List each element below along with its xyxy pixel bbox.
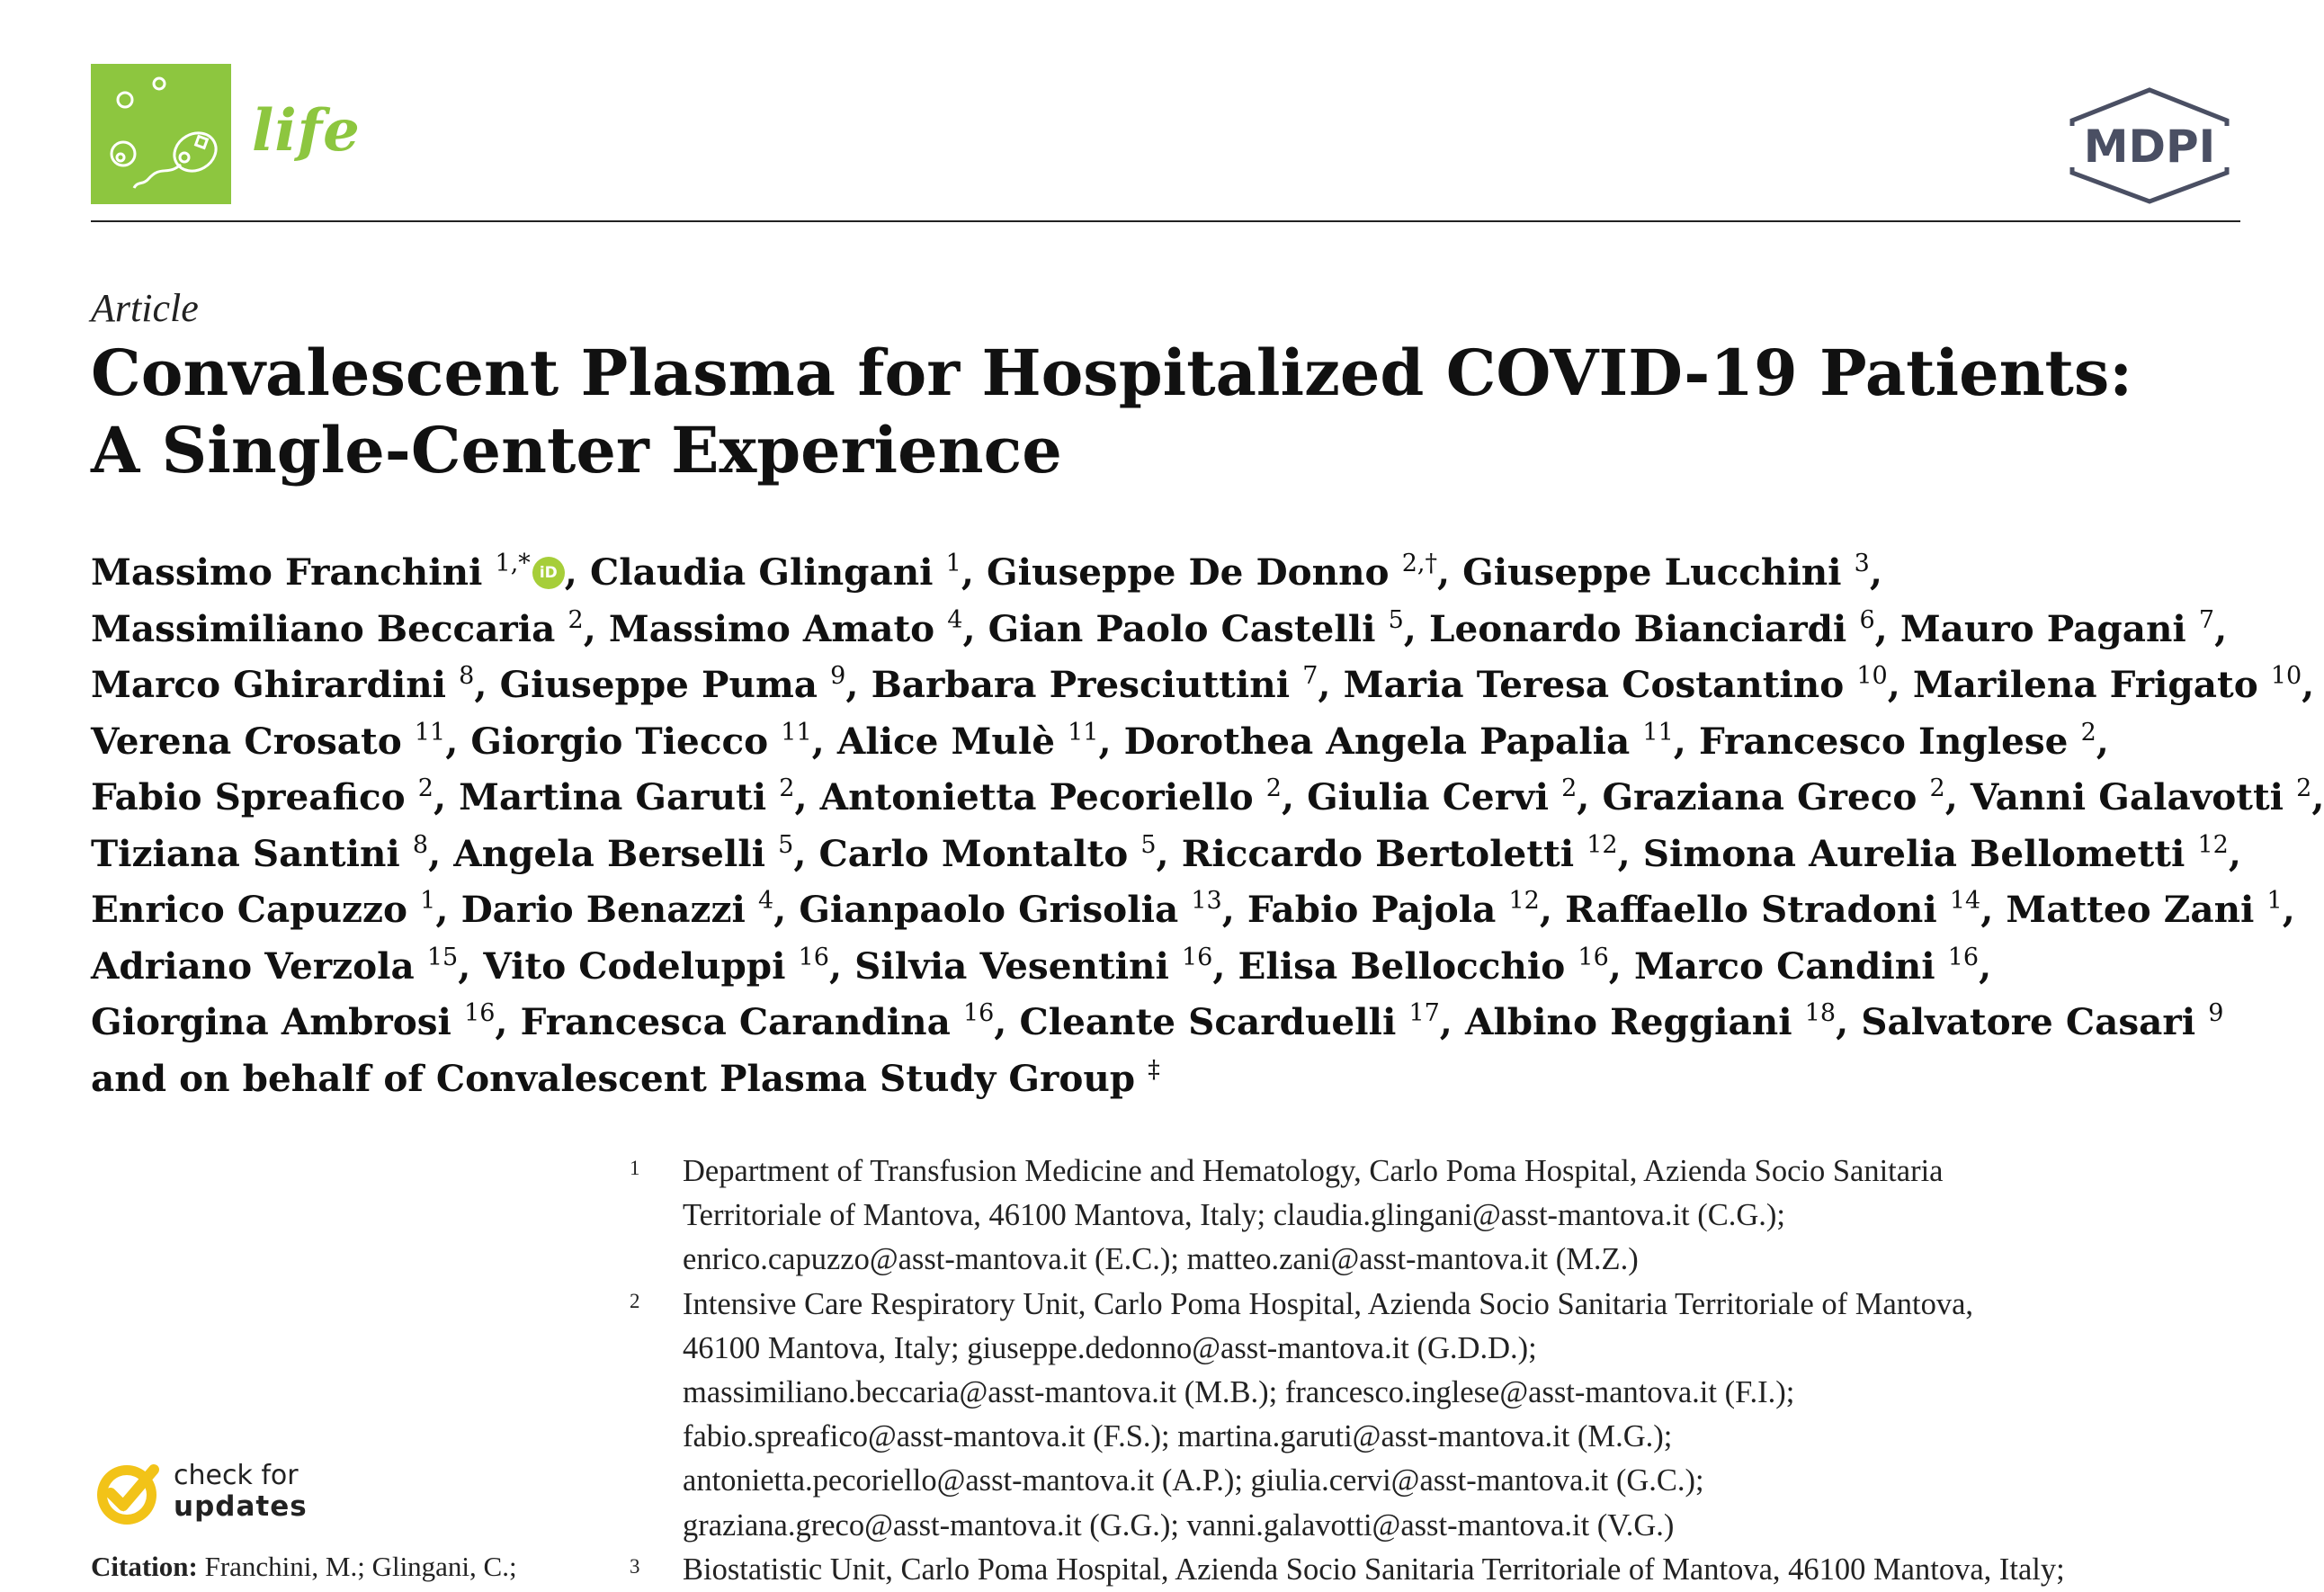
- affiliation-marker[interactable]: 1: [2266, 887, 2283, 915]
- author-name[interactable]: Marilena Frigato: [1912, 663, 2258, 706]
- affiliation-text-line: Biostatistic Unit, Carlo Poma Hospital, Azienda Socio Sanitaria Territoriale of Mantova, 46100 Mantova, Italy;: [683, 1552, 2065, 1587]
- affiliation-marker[interactable]: 11: [414, 718, 446, 747]
- affiliation-list: [630, 1149, 2284, 1592]
- affiliation-marker[interactable]: 12: [2197, 830, 2229, 859]
- author-line: [91, 884, 2295, 941]
- author-name[interactable]: Simona Aurelia Bellometti: [1642, 831, 2185, 875]
- author-separator: ,: [445, 719, 471, 763]
- author-separator: ,: [1098, 719, 1124, 763]
- author-separator: ,: [994, 1000, 1020, 1043]
- author-name[interactable]: Verena Crosato: [91, 719, 402, 763]
- affiliation-marker[interactable]: 17: [1408, 999, 1440, 1027]
- title-line-2: A Single-Center Experience: [91, 413, 1062, 487]
- article-type: Article: [91, 286, 199, 330]
- author-line: [91, 997, 2249, 1053]
- author-name[interactable]: Silvia Vesentini: [854, 944, 1169, 988]
- affiliation-marker[interactable]: 15: [426, 943, 459, 971]
- affiliation-text-line: Intensive Care Respiratory Unit, Carlo Poma Hospital, Azienda Socio Sanitaria Territoriale of Mantova,: [683, 1286, 1974, 1321]
- author-separator: ,: [2228, 831, 2241, 875]
- author-separator: ,: [564, 550, 590, 594]
- author-name[interactable]: Vito Codeluppi: [483, 944, 786, 988]
- author-separator: ,: [1874, 606, 1900, 650]
- author-separator: ,: [1944, 775, 1971, 818]
- author-name[interactable]: Riccardo Bertoletti: [1181, 831, 1575, 875]
- affiliation-marker[interactable]: 9: [2208, 999, 2224, 1027]
- affiliation-marker[interactable]: 11: [1642, 718, 1674, 747]
- affiliation-marker[interactable]: 18: [1804, 999, 1837, 1027]
- author-name[interactable]: Leonardo Bianciardi: [1428, 606, 1847, 650]
- affiliation-marker[interactable]: 12: [1508, 887, 1540, 915]
- header-divider: [91, 220, 2240, 222]
- author-name[interactable]: Cleante Scarduelli: [1019, 1000, 1397, 1043]
- affiliation-marker[interactable]: 3: [1854, 550, 1870, 577]
- author-line: [91, 828, 2249, 885]
- author-separator: ,: [458, 944, 484, 988]
- author-separator: ,: [773, 888, 800, 931]
- affiliation-text-line: enrico.capuzzo@asst-mantova.it (E.C.); matteo.zani@asst-mantova.it (M.Z.): [683, 1242, 1639, 1277]
- author-name[interactable]: Giulia Cervi: [1307, 775, 1549, 818]
- author-separator: ,: [1673, 719, 1699, 763]
- author-separator: ,: [1979, 944, 1992, 988]
- author-name[interactable]: Elisa Bellocchio: [1238, 944, 1566, 988]
- affiliation-text-line: fabio.spreafico@asst-mantova.it (F.S.); martina.garuti@asst-mantova.it (M.G.);: [683, 1419, 1673, 1454]
- author-name[interactable]: Fabio Spreafico: [91, 775, 406, 818]
- affiliation-marker[interactable]: ‡: [1148, 1055, 1160, 1084]
- author-separator: ,: [1436, 550, 1463, 594]
- author-name[interactable]: Giorgio Tiecco: [470, 719, 769, 763]
- author-name[interactable]: Raffaello Stradoni: [1565, 888, 1937, 931]
- author-separator: ,: [1403, 606, 1429, 650]
- author-separator: ,: [845, 663, 872, 706]
- author-separator: ,: [1869, 550, 1882, 594]
- affiliation-text-line: Territoriale of Mantova, 46100 Mantova, Italy; claudia.glingani@asst-mantova.it (C.G.);: [683, 1198, 1785, 1233]
- author-separator: ,: [1539, 888, 1566, 931]
- affiliation-text-line: antonietta.pecoriello@asst-mantova.it (A.P.); giulia.cervi@asst-mantova.it (G.C.);: [683, 1463, 1704, 1498]
- affiliation-marker[interactable]: 4: [947, 605, 963, 634]
- author-separator: ,: [793, 831, 819, 875]
- affiliation-text-line: Department of Transfusion Medicine and Hematology, Carlo Poma Hospital, Azienda Socio Sanitaria: [683, 1154, 1944, 1188]
- author-name[interactable]: Angela Berselli: [453, 831, 766, 875]
- check-for-updates-icon: [91, 1457, 163, 1529]
- affiliation-marker[interactable]: 16: [1947, 943, 1980, 971]
- orcid-icon[interactable]: iD: [532, 557, 565, 589]
- author-separator: ,: [961, 550, 988, 594]
- author-separator: ,: [794, 775, 820, 818]
- check-for-updates-label: [174, 1461, 308, 1522]
- affiliation-text-line: graziana.greco@asst-mantova.it (G.G.); vanni.galavotti@asst-mantova.it (V.G.): [683, 1507, 1675, 1543]
- author-separator: ,: [433, 775, 460, 818]
- check-for-updates-badge[interactable]: [91, 1457, 325, 1538]
- author-separator: ,: [1887, 663, 1913, 706]
- affiliation-marker[interactable]: 2: [1561, 774, 1578, 802]
- author-name[interactable]: Enrico Capuzzo: [91, 888, 408, 931]
- author-name[interactable]: Matteo Zani: [2006, 888, 2255, 931]
- author-separator: ,: [1836, 1000, 1862, 1043]
- author-line: [91, 716, 2249, 773]
- affiliation-marker[interactable]: 8: [412, 830, 429, 859]
- author-name[interactable]: Fabio Pajola: [1247, 888, 1497, 931]
- affiliation-text-line: 46100 Mantova, Italy; giuseppe.dedonno@asst-mantova.it (G.D.D.);: [683, 1330, 1537, 1365]
- author-separator: ,: [2282, 888, 2295, 931]
- author-separator: ,: [1608, 944, 1634, 988]
- author-separator: ,: [2096, 719, 2109, 763]
- article-title: [91, 335, 2231, 489]
- author-separator: ,: [495, 1000, 521, 1043]
- author-line: [91, 604, 2249, 660]
- author-name[interactable]: Giuseppe Lucchini: [1462, 550, 1842, 594]
- author-separator: ,: [1318, 663, 1344, 706]
- author-name[interactable]: Francesco Inglese: [1698, 719, 2069, 763]
- journal-name: life: [252, 97, 361, 165]
- author-line: [91, 772, 2324, 828]
- affiliation-marker[interactable]: 2: [417, 774, 434, 802]
- author-name[interactable]: Giorgina Ambrosi: [91, 1000, 451, 1043]
- author-name[interactable]: Gianpaolo Grisolia: [799, 888, 1179, 931]
- author-name[interactable]: Giuseppe Puma: [499, 663, 818, 706]
- author-separator: ,: [1281, 775, 1308, 818]
- author-separator: ,: [1212, 944, 1238, 988]
- author-name[interactable]: Vanni Galavotti: [1970, 775, 2284, 818]
- author-separator: ,: [2302, 663, 2315, 706]
- affiliation-marker[interactable]: 8: [459, 662, 475, 690]
- author-separator: ,: [1980, 888, 2007, 931]
- author-name[interactable]: Mauro Pagani: [1899, 606, 2186, 650]
- author-name[interactable]: Marco Candini: [1633, 944, 1935, 988]
- author-name[interactable]: Marco Ghirardini: [91, 663, 447, 706]
- author-separator: ,: [1617, 831, 1643, 875]
- author-separator: ,: [1221, 888, 1247, 931]
- author-name[interactable]: Gian Paolo Castelli: [988, 606, 1376, 650]
- author-name[interactable]: Giuseppe De Donno: [987, 550, 1390, 594]
- affiliation-marker[interactable]: 10: [1856, 662, 1888, 690]
- affiliation: [630, 1548, 2284, 1592]
- affiliation-marker[interactable]: 2: [1929, 774, 1945, 802]
- updates-line-2: updates: [174, 1490, 308, 1523]
- publisher-name: MDPI: [2083, 121, 2216, 173]
- title-line-1: Convalescent Plasma for Hospitalized COVID-19 Patients:: [91, 335, 2133, 410]
- author-separator: ,: [828, 944, 855, 988]
- author-name[interactable]: Claudia Glingani: [590, 550, 934, 594]
- author-name[interactable]: Maria Teresa Costantino: [1343, 663, 1845, 706]
- author-name[interactable]: Massimo Amato: [608, 606, 935, 650]
- affiliation-marker[interactable]: 2: [779, 774, 795, 802]
- affiliation-marker[interactable]: 16: [962, 999, 995, 1027]
- cell-organism-icon: [91, 64, 231, 204]
- mdpi-logo[interactable]: [2060, 86, 2239, 203]
- author-name[interactable]: Adriano Verzola: [91, 944, 415, 988]
- affiliation-marker[interactable]: 16: [798, 943, 829, 971]
- affiliation-marker[interactable]: 11: [1068, 718, 1099, 747]
- updates-line-1: check for: [174, 1460, 299, 1491]
- affiliation-text-line: massimiliano.beccaria@asst-mantova.it (M.B.); francesco.inglese@asst-mantova.it (F.I.);: [683, 1375, 1795, 1410]
- author-name[interactable]: Dorothea Angela Papalia: [1123, 719, 1631, 763]
- affiliation-marker[interactable]: 5: [1388, 605, 1404, 634]
- author-separator: ,: [1439, 1000, 1465, 1043]
- affiliation-marker[interactable]: 6: [1859, 605, 1875, 634]
- affiliation-marker[interactable]: 7: [1302, 662, 1318, 690]
- affiliation-marker[interactable]: 1: [945, 550, 961, 577]
- affiliation-marker[interactable]: 12: [1587, 830, 1618, 859]
- author-name[interactable]: Salvatore Casari: [1861, 1000, 2196, 1043]
- affiliation-marker[interactable]: 2: [2080, 718, 2096, 747]
- author-separator: ,: [962, 606, 988, 650]
- affiliation-marker[interactable]: 16: [464, 999, 496, 1027]
- citation: [91, 1551, 517, 1583]
- author-separator: ,: [583, 606, 609, 650]
- affiliation-marker[interactable]: 9: [830, 662, 846, 690]
- author-separator: ,: [435, 888, 461, 931]
- author-name[interactable]: Massimo Franchini: [91, 550, 483, 594]
- author-list: [91, 547, 2324, 1109]
- affiliation: [630, 1283, 2284, 1548]
- author-name[interactable]: Antonietta Pecoriello: [819, 775, 1254, 818]
- author-name[interactable]: Martina Garuti: [459, 775, 767, 818]
- author-separator: ,: [811, 719, 837, 763]
- affiliation-number: 1: [630, 1157, 640, 1179]
- author-name[interactable]: Graziana Greco: [1602, 775, 1917, 818]
- author-separator: ,: [1577, 775, 1603, 818]
- affiliation-marker[interactable]: 5: [1140, 830, 1157, 859]
- affiliation-marker[interactable]: 14: [1949, 887, 1981, 915]
- author-line: [91, 1053, 2249, 1110]
- affiliation-marker[interactable]: 10: [2270, 662, 2302, 690]
- author-line: [91, 547, 2249, 604]
- affiliation-number: 3: [630, 1554, 640, 1578]
- affiliation-marker[interactable]: 4: [757, 887, 774, 915]
- affiliation-marker[interactable]: 16: [1181, 943, 1213, 971]
- affiliation-marker[interactable]: 11: [781, 718, 812, 747]
- author-name[interactable]: and on behalf of Convalescent Plasma Study Group: [91, 1056, 1136, 1100]
- author-separator: ,: [2214, 606, 2228, 650]
- affiliation-marker[interactable]: 5: [778, 830, 794, 859]
- affiliation: [630, 1149, 2284, 1283]
- author-name[interactable]: Massimiliano Beccaria: [91, 606, 556, 650]
- author-name[interactable]: Carlo Montalto: [818, 831, 1129, 875]
- affiliation-marker[interactable]: 2: [568, 605, 584, 634]
- author-name[interactable]: Alice Mulè: [836, 719, 1055, 763]
- affiliation-marker[interactable]: 2: [1265, 774, 1282, 802]
- journal-logo[interactable]: [91, 64, 231, 204]
- affiliation-marker[interactable]: 1,*: [495, 550, 531, 577]
- author-name[interactable]: Dario Benazzi: [460, 888, 746, 931]
- author-separator: ,: [474, 663, 500, 706]
- author-name[interactable]: Francesca Carandina: [520, 1000, 951, 1043]
- author-separator: ,: [2311, 775, 2324, 818]
- affiliation-marker[interactable]: 2,†: [1401, 550, 1437, 577]
- author-line: [91, 659, 2315, 716]
- affiliation-marker[interactable]: 2: [2296, 774, 2312, 802]
- author-name[interactable]: Barbara Presciuttini: [871, 663, 1291, 706]
- citation-text: Franchini, M.; Glingani, C.;: [204, 1551, 517, 1582]
- author-separator: ,: [428, 831, 454, 875]
- author-line: [91, 941, 2249, 997]
- affiliation-marker[interactable]: 13: [1191, 887, 1222, 915]
- citation-label: Citation:: [91, 1551, 198, 1582]
- affiliation-number: 2: [630, 1289, 640, 1312]
- affiliation-marker[interactable]: 16: [1578, 943, 1609, 971]
- author-separator: ,: [1156, 831, 1182, 875]
- author-name[interactable]: Albino Reggiani: [1465, 1000, 1792, 1043]
- affiliation-marker[interactable]: 1: [420, 887, 436, 915]
- affiliation-marker[interactable]: 7: [2198, 605, 2215, 634]
- author-name[interactable]: Tiziana Santini: [91, 831, 400, 875]
